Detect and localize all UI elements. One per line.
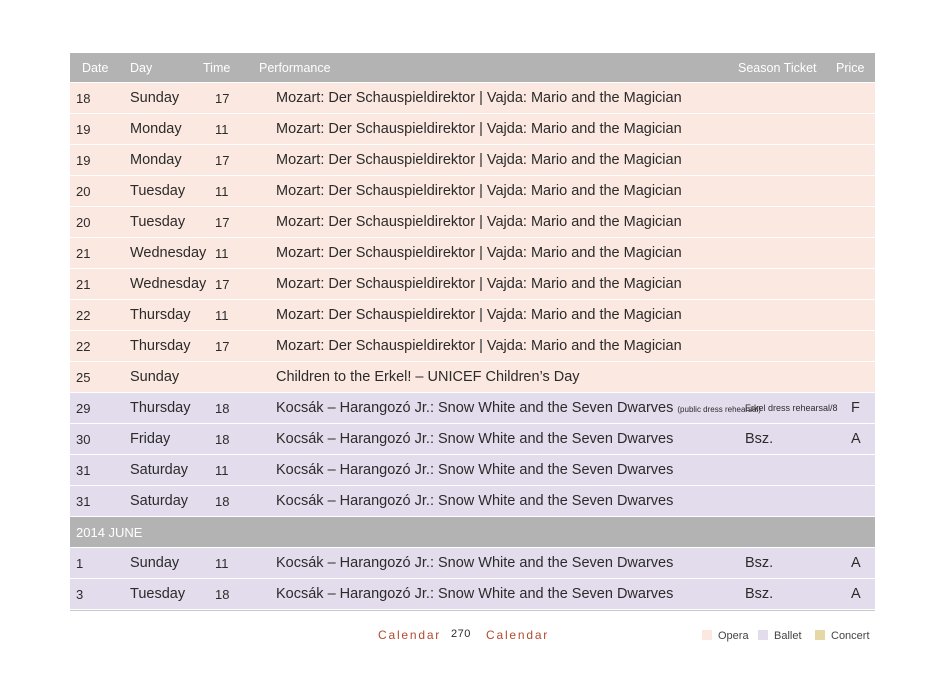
performance-title: Kocsák – Harangozó Jr.: Snow White and the Seven Dwarves <box>276 431 674 447</box>
performance-cell <box>276 183 682 199</box>
day-cell: Friday <box>130 431 171 447</box>
date-cell: 31 <box>76 494 91 509</box>
calendar-table <box>70 53 875 610</box>
table-row <box>70 207 875 238</box>
performance-title: Kocsák – Harangozó Jr.: Snow White and the Seven Dwarves <box>276 586 674 602</box>
day-cell: Monday <box>130 152 182 168</box>
table-row <box>70 83 875 114</box>
time-cell: 18 <box>215 401 230 416</box>
performance-title: Mozart: Der Schauspieldirektor | Vajda: Mario and the Magician <box>276 121 682 137</box>
date-cell: 30 <box>76 432 91 447</box>
performance-title: Mozart: Der Schauspieldirektor | Vajda: Mario and the Magician <box>276 307 682 323</box>
month-heading-row <box>70 517 875 548</box>
time-cell: 11 <box>215 184 229 199</box>
date-cell: 22 <box>76 339 91 354</box>
performance-title: Kocsák – Harangozó Jr.: Snow White and the Seven Dwarves <box>276 493 674 509</box>
time-cell: 17 <box>215 339 230 354</box>
may-rows <box>70 83 875 517</box>
table-row <box>70 176 875 207</box>
performance-title: Mozart: Der Schauspieldirektor | Vajda: Mario and the Magician <box>276 183 682 199</box>
performance-title: Mozart: Der Schauspieldirektor | Vajda: Mario and the Magician <box>276 338 682 354</box>
performance-cell <box>276 586 673 602</box>
performance-cell <box>276 555 673 571</box>
day-cell: Saturday <box>130 462 189 478</box>
date-cell: 20 <box>76 184 91 199</box>
time-cell: 11 <box>215 246 229 261</box>
performance-cell <box>276 152 682 168</box>
time-cell: 17 <box>215 215 230 230</box>
time-cell: 18 <box>215 494 230 509</box>
table-row <box>70 486 875 517</box>
day-cell: Saturday <box>130 493 189 509</box>
table-row <box>70 238 875 269</box>
performance-title: Mozart: Der Schauspieldirektor | Vajda: Mario and the Magician <box>276 214 682 230</box>
table-row <box>70 269 875 300</box>
season-ticket-cell: Bsz. <box>745 586 774 602</box>
day-cell: Sunday <box>130 555 180 571</box>
day-cell: Thursday <box>130 338 191 354</box>
time-cell: 17 <box>215 277 230 292</box>
day-cell: Thursday <box>130 400 191 416</box>
time-cell: 11 <box>215 122 229 137</box>
legend-label: Concert <box>831 630 870 642</box>
legend-swatch <box>758 630 768 640</box>
date-cell: 20 <box>76 215 91 230</box>
header-date: Date <box>82 61 109 75</box>
performance-title: Mozart: Der Schauspieldirektor | Vajda: Mario and the Magician <box>276 152 682 168</box>
performance-cell <box>276 276 682 292</box>
price-cell: F <box>851 400 860 416</box>
performance-cell <box>276 121 682 137</box>
performance-cell <box>276 214 682 230</box>
day-cell: Tuesday <box>130 586 186 602</box>
day-cell: Thursday <box>130 307 191 323</box>
time-cell: 18 <box>215 587 230 602</box>
price-cell: A <box>851 431 861 447</box>
season-ticket-cell: Bsz. <box>745 431 774 447</box>
day-cell: Tuesday <box>130 183 186 199</box>
performance-title: Kocsák – Harangozó Jr.: Snow White and the Seven Dwarves <box>276 462 674 478</box>
time-cell: 17 <box>215 153 230 168</box>
table-row <box>70 579 875 610</box>
table-row <box>70 114 875 145</box>
table-row <box>70 455 875 486</box>
header-price: Price <box>836 61 865 75</box>
table-row <box>70 331 875 362</box>
table-row <box>70 300 875 331</box>
performance-cell <box>276 431 673 447</box>
legend-swatch <box>815 630 825 640</box>
time-cell: 11 <box>215 308 229 323</box>
legend-label: Ballet <box>774 630 802 642</box>
day-cell: Monday <box>130 121 182 137</box>
performance-title: Children to the Erkel! – UNICEF Children’s Day <box>276 369 580 385</box>
table-row <box>70 548 875 579</box>
time-cell: 18 <box>215 432 230 447</box>
table-header <box>70 53 875 83</box>
date-cell: 3 <box>76 587 84 602</box>
legend-swatch <box>702 630 712 640</box>
date-cell: 21 <box>76 277 91 292</box>
table-row <box>70 424 875 455</box>
performance-cell <box>276 400 761 416</box>
table-row <box>70 362 875 393</box>
date-cell: 22 <box>76 308 91 323</box>
date-cell: 29 <box>76 401 91 416</box>
price-cell: A <box>851 586 861 602</box>
header-day: Day <box>130 61 153 75</box>
month-heading: 2014 JUNE <box>76 525 143 540</box>
performance-title: Mozart: Der Schauspieldirektor | Vajda: Mario and the Magician <box>276 276 682 292</box>
performance-cell <box>276 245 682 261</box>
legend-label: Opera <box>718 630 749 642</box>
table-bottom-rule <box>70 610 875 611</box>
date-cell: 25 <box>76 370 91 385</box>
performance-title: Kocsák – Harangozó Jr.: Snow White and the Seven Dwarves <box>276 400 674 416</box>
performance-cell <box>276 493 673 509</box>
day-cell: Sunday <box>130 90 180 106</box>
june-rows <box>70 548 875 610</box>
date-cell: 31 <box>76 463 91 478</box>
performance-cell <box>276 462 673 478</box>
day-cell: Wednesday <box>130 276 207 292</box>
date-cell: 19 <box>76 153 91 168</box>
season-ticket-cell: Erkel dress rehearsal/8 <box>745 403 838 413</box>
performance-cell <box>276 90 682 106</box>
time-cell: 11 <box>215 556 229 571</box>
footer-right-label: Calendar <box>486 628 550 642</box>
day-cell: Sunday <box>130 369 180 385</box>
table-row <box>70 393 875 424</box>
time-cell: 11 <box>215 463 229 478</box>
performance-cell <box>276 307 682 323</box>
header-time: Time <box>203 61 231 75</box>
day-cell: Tuesday <box>130 214 186 230</box>
day-cell: Wednesday <box>130 245 207 261</box>
page-number: 270 <box>451 628 471 640</box>
time-cell: 17 <box>215 91 230 106</box>
performance-title: Mozart: Der Schauspieldirektor | Vajda: Mario and the Magician <box>276 90 682 106</box>
performance-cell <box>276 338 682 354</box>
season-ticket-cell: Bsz. <box>745 555 774 571</box>
date-cell: 21 <box>76 246 91 261</box>
price-cell: A <box>851 555 861 571</box>
performance-cell <box>276 369 580 385</box>
table-row <box>70 145 875 176</box>
date-cell: 18 <box>76 91 91 106</box>
date-cell: 19 <box>76 122 91 137</box>
date-cell: 1 <box>76 556 84 571</box>
header-season-ticket: Season Ticket <box>738 61 817 75</box>
header-performance: Performance <box>259 61 331 75</box>
performance-title: Mozart: Der Schauspieldirektor | Vajda: Mario and the Magician <box>276 245 682 261</box>
performance-note: (public dress rehearsal) <box>677 405 761 414</box>
footer-left-label: Calendar <box>378 628 442 642</box>
performance-title: Kocsák – Harangozó Jr.: Snow White and the Seven Dwarves <box>276 555 674 571</box>
